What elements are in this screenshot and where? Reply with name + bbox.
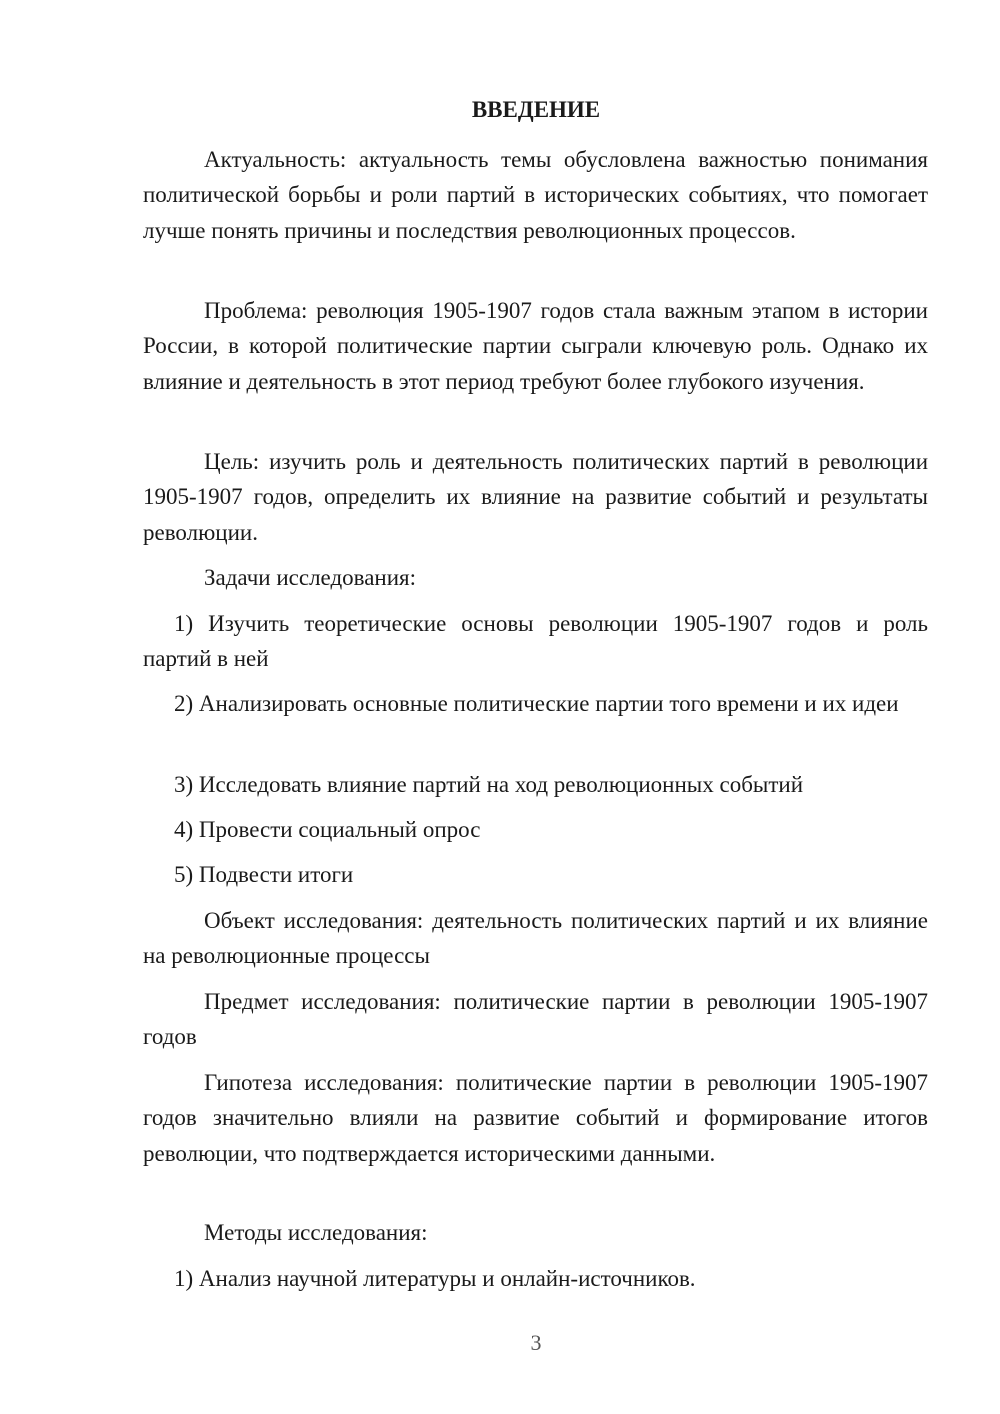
page-number: 3 <box>530 1330 542 1355</box>
object-paragraph: Объект исследования: деятельность политических партий и их влияние на революционные процессы <box>143 908 928 969</box>
task-item-3: 3) Исследовать влияние партий на ход революционных событий <box>174 772 804 797</box>
methods-heading: Методы исследования: <box>204 1220 428 1245</box>
method-item-1: 1) Анализ научной литературы и онлайн-источников. <box>174 1266 696 1291</box>
task-item-5: 5) Подвести итоги <box>174 862 354 887</box>
goal-paragraph: Цель: изучить роль и деятельность политических партий в революции 1905-1907 годов, определить их влияние на развитие событий и результаты революции. <box>143 449 928 545</box>
task-item-1: 1) Изучить теоретические основы революции 1905-1907 годов и роль партий в ней <box>143 611 928 672</box>
task-item-2: 2) Анализировать основные политические партии того времени и их идеи <box>174 691 899 716</box>
page-title: ВВЕДЕНИЕ <box>471 97 601 122</box>
task-item-4: 4) Провести социальный опрос <box>174 817 481 842</box>
tasks-heading: Задачи исследования: <box>204 565 417 590</box>
hypothesis-paragraph: Гипотеза исследования: политические партии в революции 1905-1907 годов значительно влияли на развитие событий и формирование итогов революции, что подтверждается историческими данными. <box>143 1070 928 1166</box>
relevance-paragraph: Актуальность: актуальность темы обусловлена важностью понимания политической борьбы и роли партий в исторических событиях, что помогает лучше понять причины и последствия революционных процессов. <box>143 147 928 243</box>
problem-paragraph: Проблема: революция 1905-1907 годов стала важным этапом в истории России, в которой политические партии сыграли ключевую роль. Однако их влияние и деятельность в этот период требуют более глубокого изучения. <box>143 298 928 394</box>
subject-paragraph: Предмет исследования: политические партии в революции 1905-1907 годов <box>143 989 928 1050</box>
